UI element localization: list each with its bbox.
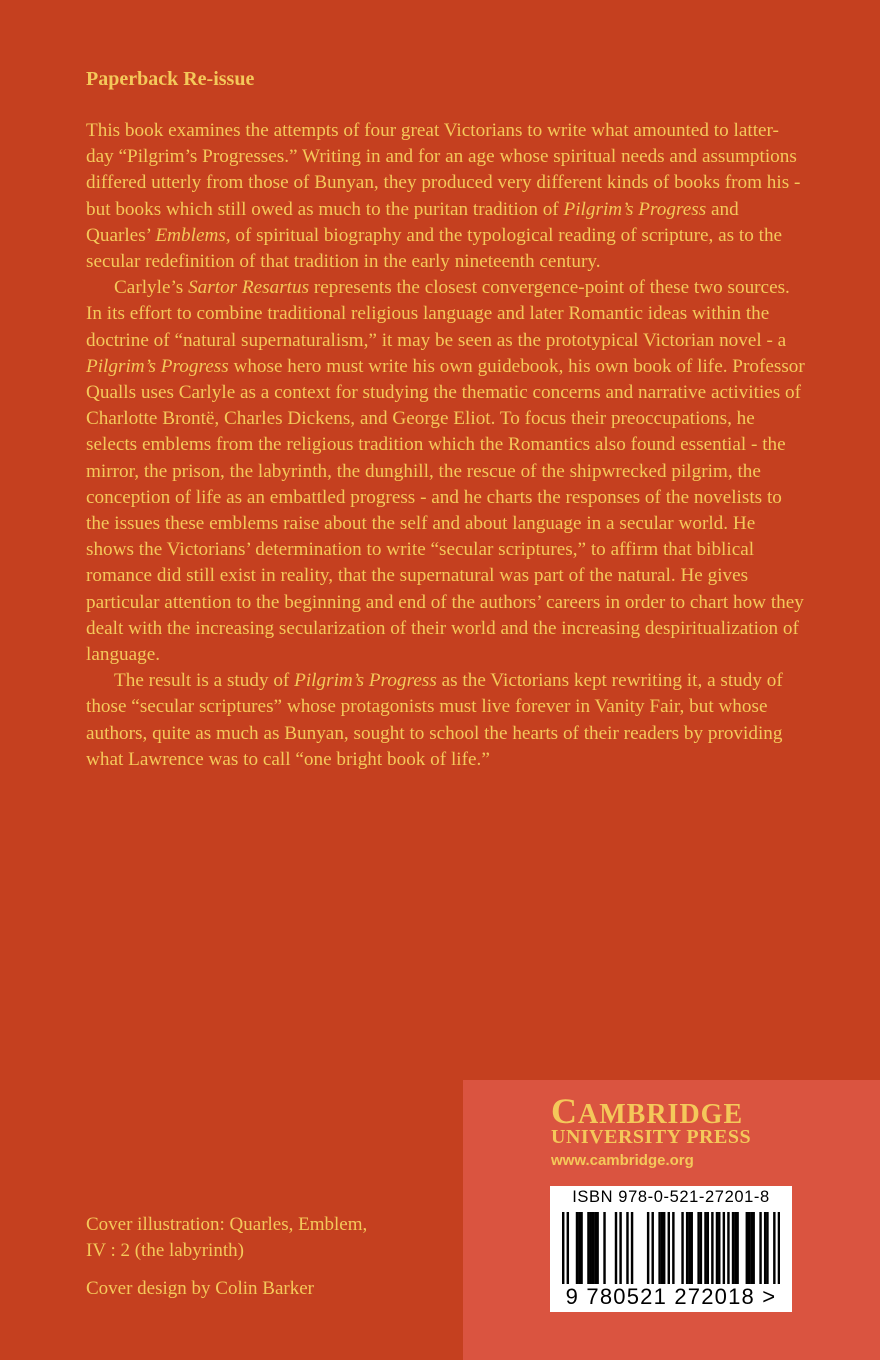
text-run: The result is a study of bbox=[114, 670, 295, 692]
italic-title: Pilgrim’s Progress bbox=[86, 355, 229, 377]
italic-title: Sartor Resartus bbox=[188, 277, 310, 299]
text-run: whose hero must write his own guidebook, his own book of life. Professor Qualls uses Carlyle as a context for studying the thematic concerns and narrative activities of Charlotte Brontë, Charles Dickens, and George Eliot. To focus their preoccupations, he selects emblems from the religious tradition which the Romantics also found essential - the mirror, the prison, the labyrinth, the dunghill, the rescue of the shipwrecked pilgrim, the conception of life as an embattled progress - and he charts the responses of the novelists to the issues these emblems raise about the self and about language in a secular world. He shows the Victorians’ determination to write “secular scriptures,” to affirm that biblical romance did still exist in reality, that the supernatural was part of the natural. He gives particular attention to the beginning and end of the authors’ careers in order to chart how they dealt with the increasing secularization of their world and the increasing despiritualization of language. bbox=[86, 355, 805, 666]
text-run: of spiritual biography and the typological reading of scripture, as to the secular redefinition of that tradition in the early nineteenth century. bbox=[86, 224, 783, 273]
text-run: Carlyle’s bbox=[114, 277, 189, 299]
illustration-credit-line1: Cover illustration: Quarles, Emblem, bbox=[86, 1214, 368, 1235]
illustration-credit-line2: IV : 2 (the labyrinth) bbox=[86, 1240, 244, 1261]
barcode-icon bbox=[562, 1212, 780, 1284]
blurb-text bbox=[86, 118, 806, 773]
text-run: and Quarles’ bbox=[86, 198, 739, 246]
design-credit: Cover design by Colin Barker bbox=[86, 1278, 314, 1299]
reissue-heading: Paperback Re-issue bbox=[86, 68, 255, 90]
isbn-digits: 9 780521 272018 > bbox=[565, 1284, 777, 1309]
text-run: as the Victorians kept rewriting it, a study of those “secular scriptures” whose protagonists must live forever in Vanity Fair, but whose authors, quite as much as Bunyan, sought to school the hearts of their readers by providing what Lawrence was to call “one bright book of life.” bbox=[86, 670, 783, 770]
publisher-subtitle: UNIVERSITY PRESS bbox=[551, 1126, 752, 1148]
blurb-paragraph-2 bbox=[86, 275, 806, 668]
cover-credits bbox=[86, 1212, 426, 1302]
publisher-name-rest: AMBRIDGE bbox=[578, 1099, 744, 1130]
publisher-name-initial: C bbox=[551, 1091, 578, 1131]
text-run: represents the closest convergence-point of these two sources. In its effort to combine traditional religious language and later Romantic ideas within the doctrine of “natural supernaturalism,” it may be seen as the prototypical Victorian novel - a bbox=[86, 277, 790, 351]
italic-title: Emblems, bbox=[155, 224, 231, 246]
illustration-credit bbox=[86, 1212, 426, 1264]
isbn-label: ISBN 978-0-521-27201-8 bbox=[572, 1188, 770, 1206]
italic-title: Pilgrim’s Progress bbox=[294, 670, 437, 692]
barcode-block bbox=[550, 1186, 792, 1312]
italic-title: Pilgrim’s Progress bbox=[563, 198, 707, 220]
publisher-panel bbox=[463, 1080, 880, 1360]
publisher-url: www.cambridge.org bbox=[551, 1152, 694, 1169]
text-run: This book examines the attempts of four great Victorians to write what amounted to latter-day “Pilgrim’s Progresses.” Writing in and for an age whose spiritual needs and assumptions differed utterly from those of Bunyan, they produced very different kinds of books from his - but books which still owed as much to the puritan tradition of bbox=[86, 120, 801, 220]
blurb-paragraph-1 bbox=[86, 118, 806, 275]
blurb-paragraph-3 bbox=[86, 668, 806, 773]
